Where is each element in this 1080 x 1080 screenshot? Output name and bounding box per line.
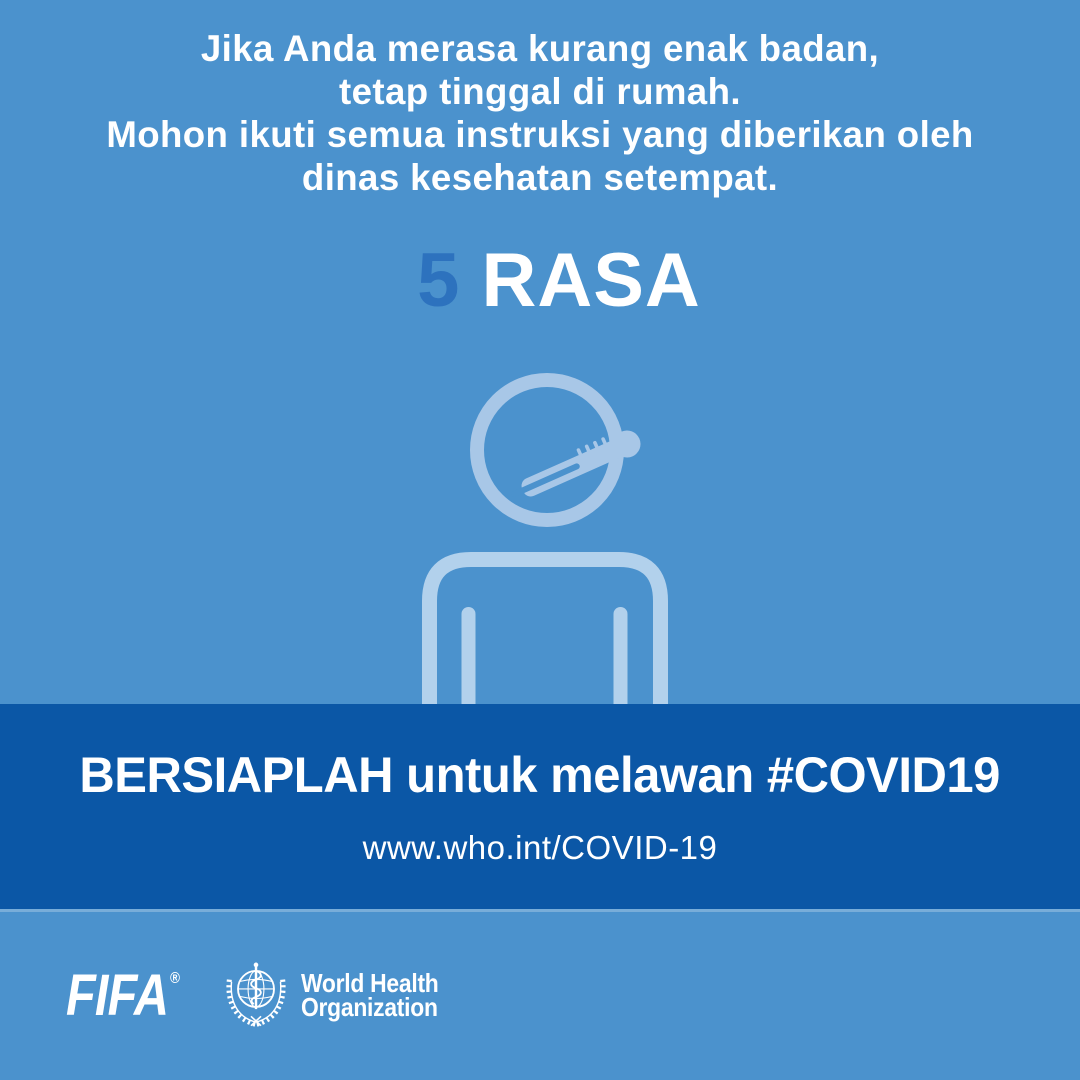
headline-line-4: dinas kesehatan setempat. bbox=[301, 157, 779, 198]
fifa-logo-text: FIFA bbox=[66, 963, 169, 1028]
headline-line-3: Mohon ikuti semua instruksi yang diberikan oleh bbox=[106, 114, 974, 155]
who-url-text: www.who.int/COVID-19 bbox=[362, 829, 718, 866]
headline-line-2: tetap tinggal di rumah. bbox=[339, 71, 741, 112]
step-label: RASA bbox=[481, 238, 701, 323]
who-logo-text bbox=[301, 968, 439, 1022]
who-emblem-icon bbox=[220, 957, 292, 1031]
headline-line-1: Jika Anda merasa kurang enak badan, bbox=[200, 28, 880, 69]
registered-mark: ® bbox=[169, 970, 180, 987]
banner-title: BERSIAPLAH untuk melawan #COVID19 bbox=[79, 747, 1001, 803]
who-logo-line-1: World Health bbox=[301, 968, 439, 998]
who-logo-line-2: Organization bbox=[301, 992, 438, 1022]
step-number: 5 bbox=[417, 238, 460, 323]
banner-separator bbox=[0, 909, 1080, 912]
banner bbox=[0, 704, 1080, 909]
fifa-logo bbox=[66, 963, 180, 1040]
